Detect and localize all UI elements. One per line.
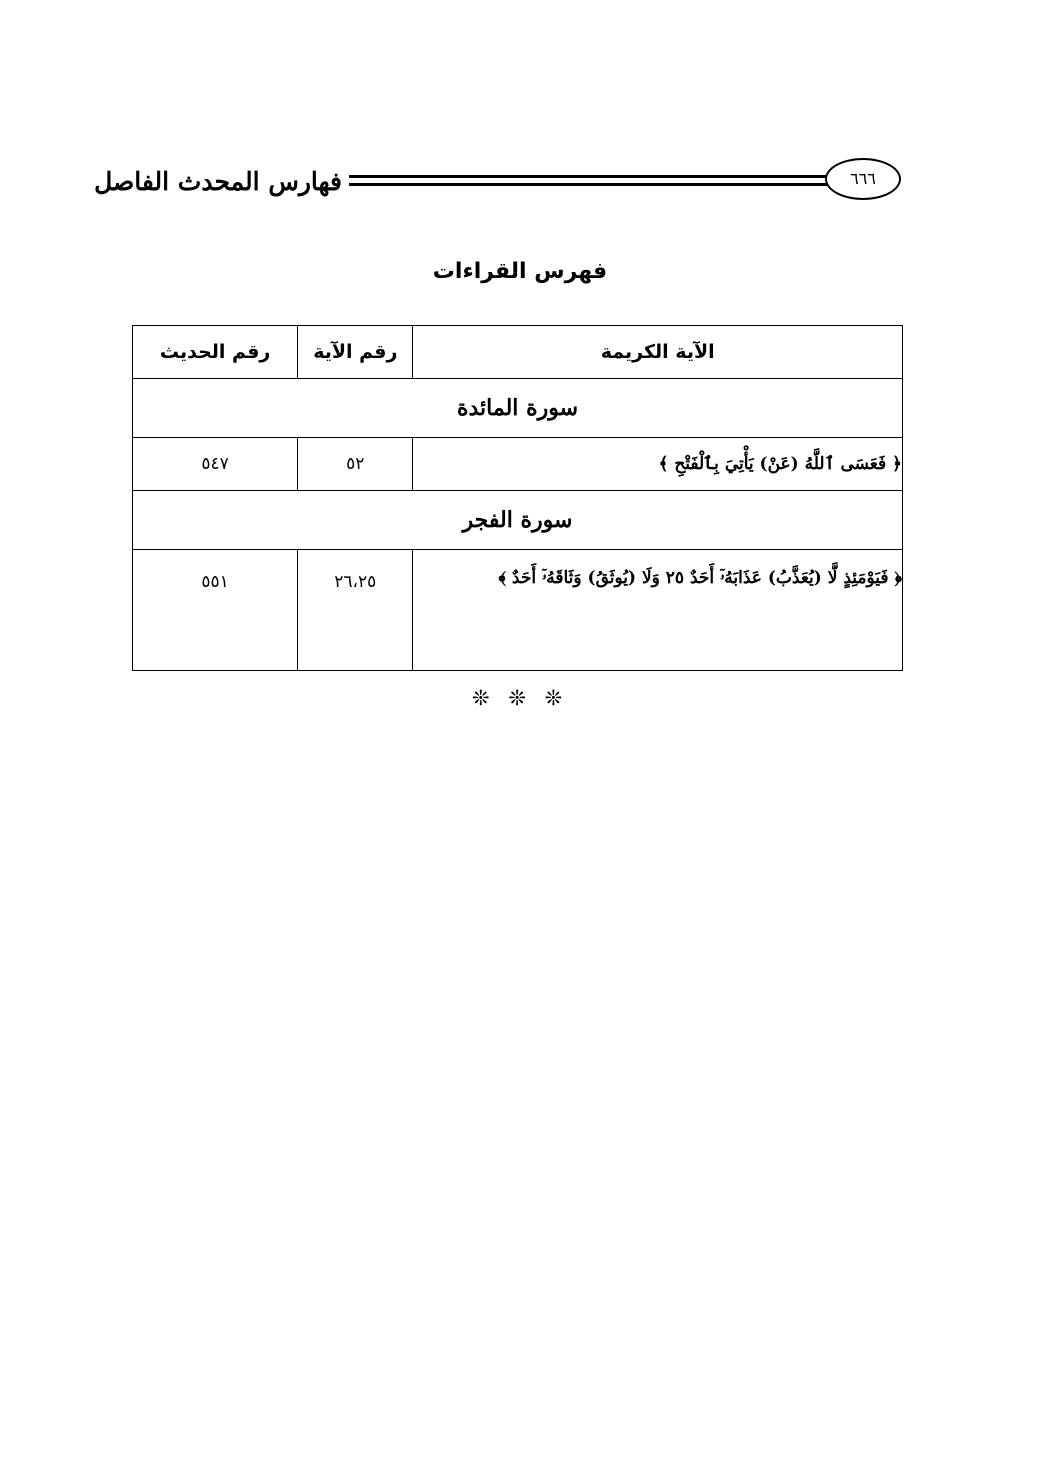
surah-row [133, 491, 903, 550]
end-ornament: ❊ ❊ ❊ [471, 686, 569, 710]
page-number: ٦٦٦ [825, 158, 901, 200]
column-header-hadith-number: رقم الحديث [133, 326, 298, 379]
verse-text: ﴿ فَيَوْمَئِذٍ لَّا (يُعَذَّبُ) عَذَابَهُۥٓ أَحَدٌ ٢٥ وَلَا (يُوثَقُ) وَثَاقَهُۥٓ أَحَدٌ ﴾ [413, 550, 903, 671]
header-rule [349, 174, 827, 188]
column-header-verse-number: رقم الآية [298, 326, 413, 379]
surah-row [133, 379, 903, 438]
column-header-verse: الآية الكريمة [413, 326, 903, 379]
page-title: فهرس القراءات [432, 259, 608, 284]
surah-name: سورة الفجر [133, 491, 903, 550]
surah-name: سورة المائدة [133, 379, 903, 438]
table-row [133, 550, 903, 671]
readings-index-table [132, 325, 903, 671]
book-title: فهارس المحدث الفاصل [94, 167, 342, 196]
hadith-number: ٥٤٧ [133, 438, 298, 491]
verse-text: ﴿ فَعَسَى ٱللَّهُ (عَنْ) يَأْتِيَ بِٱلْفَتْحِ ﴾ [413, 438, 903, 491]
header-rule-line-top [349, 175, 827, 178]
verse-number: ٥٢ [298, 438, 413, 491]
table-row [133, 438, 903, 491]
hadith-number: ٥٥١ [133, 550, 298, 671]
header-rule-line-bottom [349, 183, 827, 186]
table-header-row [133, 326, 903, 379]
verse-number: ٢٦،٢٥ [298, 550, 413, 671]
